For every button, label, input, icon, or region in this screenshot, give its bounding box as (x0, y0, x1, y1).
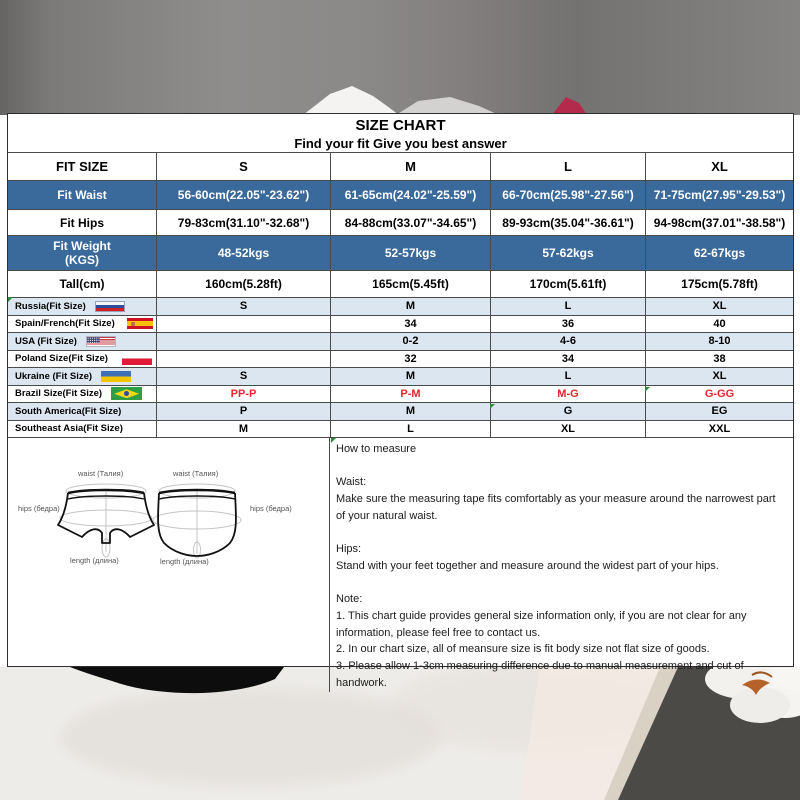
table-row-spain-french (8, 315, 793, 333)
guide-note-title: Note: (336, 593, 363, 606)
cell-value: G-GG (645, 386, 793, 403)
white-fabric-fold (303, 86, 399, 115)
cell-value: 89-93cm(35.04"-36.61") (490, 210, 645, 235)
cell-value: S (156, 368, 330, 385)
cell-value: S (156, 298, 330, 315)
cell-value: 4-6 (490, 333, 645, 350)
cell-value (156, 333, 330, 350)
guide-note-item: 2. In our chart size, all of meansure size is fit body size not flat size of goods. (336, 643, 710, 656)
cell-value: 66-70cm(25.98"-27.56") (490, 181, 645, 209)
table-row-southeast-asia (8, 420, 793, 438)
waist-label: waist (Талия) (173, 469, 219, 478)
photo-top-backdrop (0, 0, 800, 115)
chart-title-block (8, 114, 793, 152)
table-row (8, 209, 793, 235)
row-label: Tall(cm) (59, 277, 105, 291)
cell-value: XL (490, 421, 645, 438)
header-fit-size: FIT SIZE (56, 159, 108, 174)
length-label: length (длина) (160, 557, 209, 566)
cell-value (156, 316, 330, 333)
cell-value: 170cm(5.61ft) (490, 271, 645, 297)
table-row (8, 270, 793, 297)
cell-value: 160cm(5.28ft) (156, 271, 330, 297)
header-size-m: M (330, 153, 490, 180)
length-label: length (длина) (70, 556, 119, 565)
table-header-row (8, 152, 793, 180)
cell-value: L (330, 421, 490, 438)
bottom-section (8, 437, 793, 689)
cell-value: 84-88cm(33.07"-34.65") (330, 210, 490, 235)
cell-value: 175cm(5.78ft) (645, 271, 793, 297)
measure-diagram-cell (8, 438, 330, 692)
comment-marker (645, 387, 650, 392)
cell-value: 34 (330, 316, 490, 333)
header-size-l: L (490, 153, 645, 180)
table-row-south-america (8, 402, 793, 420)
row-label: Fit Waist (57, 188, 107, 202)
cell-value: M (330, 298, 490, 315)
guide-hips-text: Stand with your feet together and measure around the widest part of your hips. (336, 559, 719, 572)
cell-value: 34 (490, 351, 645, 368)
cell-value: PP-P (156, 386, 330, 403)
row-label: Spain/French(Fit Size) (15, 318, 115, 330)
cell-value: EG (645, 403, 793, 420)
guide-note-item: 3. Please allow 1-3cm measuring difference due to manual measurement and cut of handwork. (336, 660, 744, 689)
row-label: Fit Weight (KGS) (53, 239, 111, 267)
cell-value: 71-75cm(27.95"-29.53") (645, 181, 793, 209)
cell-value: 57-62kgs (490, 236, 645, 270)
cell-value (156, 351, 330, 368)
cell-value: M (330, 368, 490, 385)
cell-value: 56-60cm(22.05"-23.62") (156, 181, 330, 209)
row-label: Southeast Asia(Fit Size) (15, 423, 123, 435)
size-chart-panel (7, 113, 794, 689)
cell-value: L (490, 298, 645, 315)
comment-marker (8, 297, 13, 302)
guide-heading: How to measure (336, 443, 417, 455)
cell-value: M-G (490, 386, 645, 403)
panty-outline-briefs (56, 480, 156, 560)
row-label: South America(Fit Size) (15, 405, 122, 417)
guide-note-item: 1. This chart guide provides general size information only, if you are not clear for any information, please feel free to contact us. (336, 609, 747, 639)
cell-value: 94-98cm(37.01"-38.58") (645, 210, 793, 235)
poland-flag-icon (122, 352, 152, 365)
cell-value: XXL (645, 421, 793, 438)
cell-value: G (490, 403, 645, 420)
table-row-brazil (8, 385, 793, 403)
cell-value: XL (645, 298, 793, 315)
cell-value: XL (645, 368, 793, 385)
header-size-s: S (156, 153, 330, 180)
spain-flag-icon (127, 318, 153, 329)
table-row (8, 235, 793, 270)
guide-hips-title: Hips: (336, 543, 362, 556)
table-row-russia (8, 297, 793, 315)
comment-marker (490, 404, 495, 409)
cell-value: 62-67kgs (645, 236, 793, 270)
chart-subtitle: Find your fit Give you best answer (294, 136, 507, 151)
cell-value: 38 (645, 351, 793, 368)
table-row-poland (8, 350, 793, 368)
cell-value: 52-57kgs (330, 236, 490, 270)
cell-value: 0-2 (330, 333, 490, 350)
brazil-flag-icon (111, 387, 142, 400)
table-row (8, 180, 793, 209)
cell-value: P (156, 403, 330, 420)
cell-value: M (156, 421, 330, 438)
comment-marker (331, 438, 336, 443)
cell-value: 40 (645, 316, 793, 333)
row-label: Fit Hips (60, 215, 104, 230)
cell-value: 48-52kgs (156, 236, 330, 270)
table-row-usa (8, 332, 793, 350)
panty-outline-full (150, 480, 245, 560)
row-label: Brazil Size(Fit Size) (15, 388, 103, 400)
cell-value: 8-10 (645, 333, 793, 350)
russia-flag-icon (95, 301, 125, 312)
fabric-shapes (0, 0, 800, 115)
header-size-xl: XL (645, 153, 793, 180)
hips-label: hips (бедра) (250, 504, 292, 513)
cell-value: 32 (330, 351, 490, 368)
ukraine-flag-icon (101, 371, 131, 382)
table-row-ukraine (8, 367, 793, 385)
guide-waist-text: Make sure the measuring tape fits comfortably as your measure around the narrowest part of your natural waist. (336, 493, 776, 522)
row-label: Poland Size(Fit Size) (15, 353, 108, 365)
guide-waist-title: Waist: (336, 476, 367, 489)
waist-label: waist (Талия) (78, 469, 124, 478)
hips-label: hips (бедра) (18, 504, 60, 513)
cell-value: L (490, 368, 645, 385)
usa-flag-icon (86, 336, 116, 347)
row-label: Ukraine (Fit Size) (15, 370, 93, 382)
cell-value: 165cm(5.45ft) (330, 271, 490, 297)
board-shadow (60, 687, 440, 787)
how-to-measure-cell (330, 438, 793, 692)
chart-title: SIZE CHART (355, 117, 446, 134)
cell-value: P-M (330, 386, 490, 403)
row-label: Russia(Fit Size) (15, 300, 86, 312)
cell-value: M (330, 403, 490, 420)
cell-value: 36 (490, 316, 645, 333)
row-label: USA (Fit Size) (15, 335, 77, 347)
cell-value: 61-65cm(24.02"-25.59") (330, 181, 490, 209)
cell-value: 79-83cm(31.10"-32.68") (156, 210, 330, 235)
